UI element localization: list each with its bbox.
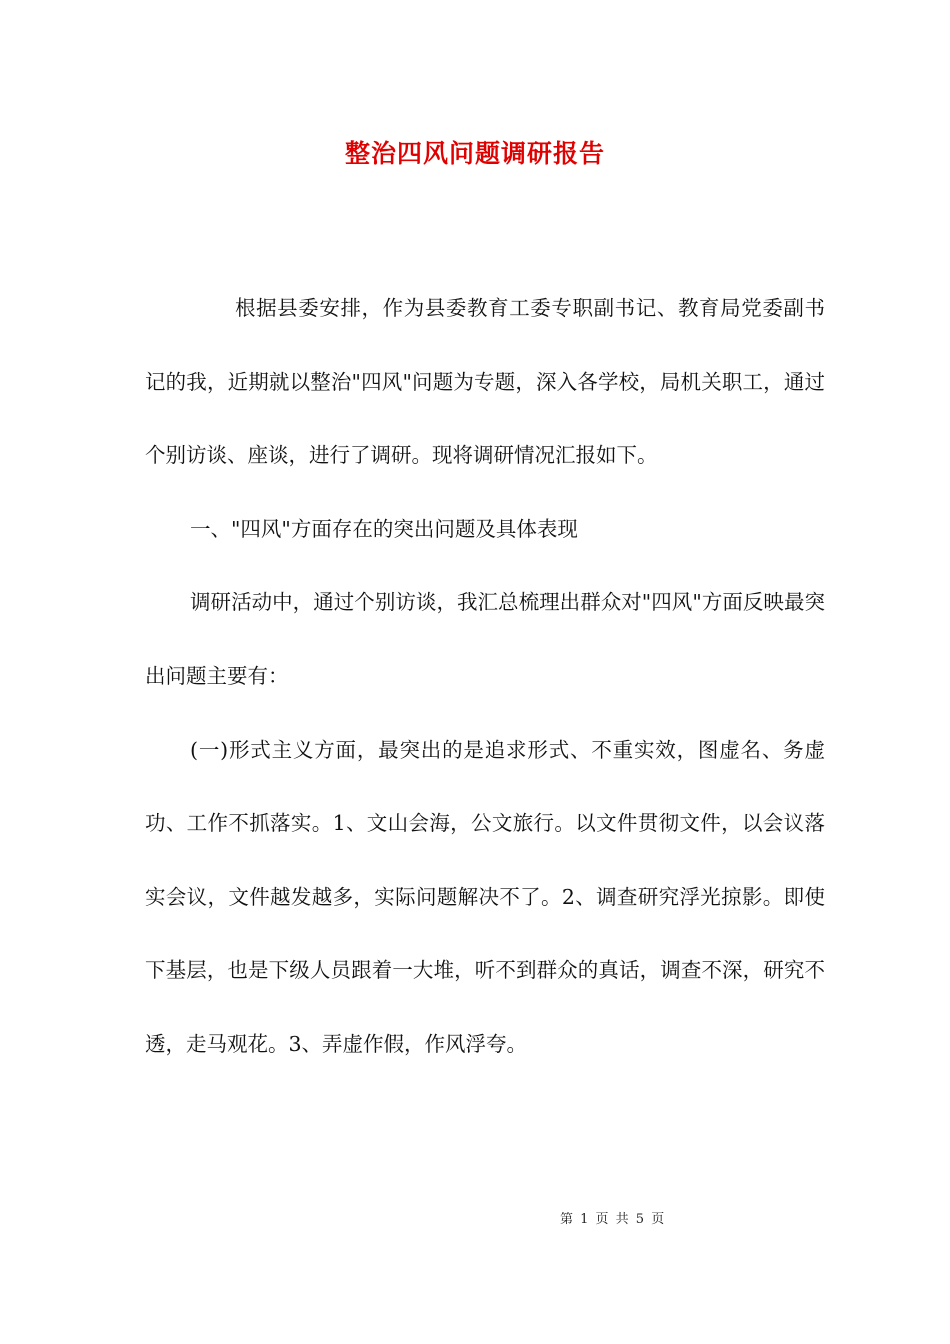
document-title: 整治四风问题调研报告 bbox=[344, 139, 605, 168]
section-heading-1: 一、"四风"方面存在的突出问题及具体表现 bbox=[190, 516, 578, 541]
paragraph-survey: 调研活动中，通过个别访谈，我汇总梳理出群众对"四风"方面反映最突出问题主要有： bbox=[145, 590, 825, 688]
paragraph-formalism: (一)形式主义方面，最突出的是追求形式、不重实效，图虚名、务虚功、工作不抓落实。1、文山会海，公文旅行。以文件贯彻文件，以会议落实会议，文件越发越多，实际问题解决不了。2、调查研究浮光掠影。即使下基层，也是下级人员跟着一大堆，听不到群众的真话，调查不深，研究不透，走马观花。3、弄虚作假，作风浮夸。 bbox=[145, 737, 825, 1056]
document-body bbox=[145, 272, 825, 1082]
page-number-footer: 第 1 页 共 5 页 bbox=[560, 1212, 665, 1227]
paragraph-intro: 根据县委安排，作为县委教育工委专职副书记、教育局党委副书记的我，近期就以整治"四风"问题为专题，深入各学校，局机关职工，通过个别访谈、座谈，进行了调研。现将调研情况汇报如下。 bbox=[145, 296, 825, 468]
